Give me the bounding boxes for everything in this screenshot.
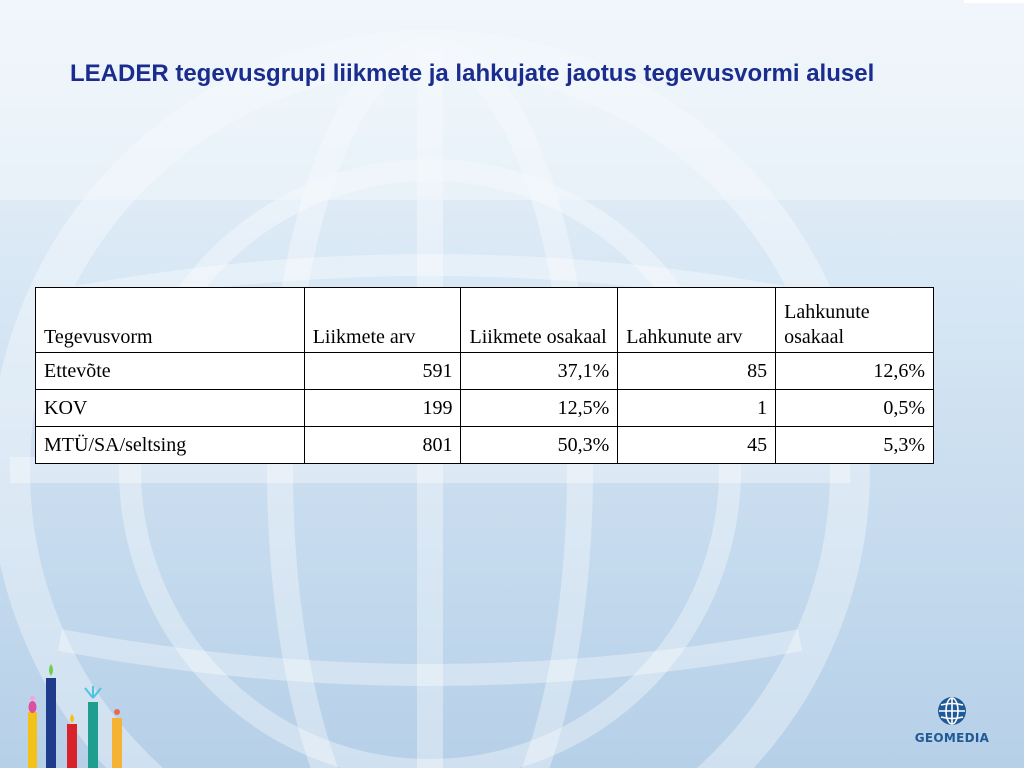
cell-liikmete-osakaal: 12,5%	[461, 390, 618, 427]
globe-icon	[937, 696, 967, 726]
table-row	[36, 353, 934, 390]
cell-lahkunute-osakaal: 5,3%	[776, 427, 934, 464]
cell-liikmete-arv: 199	[304, 390, 461, 427]
cell-liikmete-arv: 591	[304, 353, 461, 390]
cell-lahkunute-osakaal: 0,5%	[776, 390, 934, 427]
header-lahkunute-osakaal: Lahkunute osakaal	[776, 288, 934, 353]
slide-title: LEADER tegevusgrupi liikmete ja lahkujate jaotus tegevusvormi alusel	[70, 60, 875, 87]
cell-tegevusvorm: KOV	[36, 390, 305, 427]
table-header-row	[36, 288, 934, 353]
table-row	[36, 390, 934, 427]
cell-lahkunute-arv: 85	[618, 353, 776, 390]
logo-text: GEOMEDIA	[914, 731, 990, 745]
header-tegevusvorm: Tegevusvorm	[36, 288, 305, 353]
cell-lahkunute-arv: 1	[618, 390, 776, 427]
table-row	[36, 427, 934, 464]
data-table	[35, 287, 934, 464]
cell-lahkunute-arv: 45	[618, 427, 776, 464]
cell-tegevusvorm: MTÜ/SA/seltsing	[36, 427, 305, 464]
header-liikmete-arv: Liikmete arv	[304, 288, 461, 353]
cell-lahkunute-osakaal: 12,6%	[776, 353, 934, 390]
cell-liikmete-osakaal: 50,3%	[461, 427, 618, 464]
cell-tegevusvorm: Ettevõte	[36, 353, 305, 390]
header-lahkunute-arv: Lahkunute arv	[618, 288, 776, 353]
cell-liikmete-osakaal: 37,1%	[461, 353, 618, 390]
corner-accent	[964, 0, 1024, 3]
candles-icon	[20, 660, 140, 768]
cell-liikmete-arv: 801	[304, 427, 461, 464]
geomedia-logo	[906, 696, 998, 752]
header-liikmete-osakaal: Liikmete osakaal	[461, 288, 618, 353]
